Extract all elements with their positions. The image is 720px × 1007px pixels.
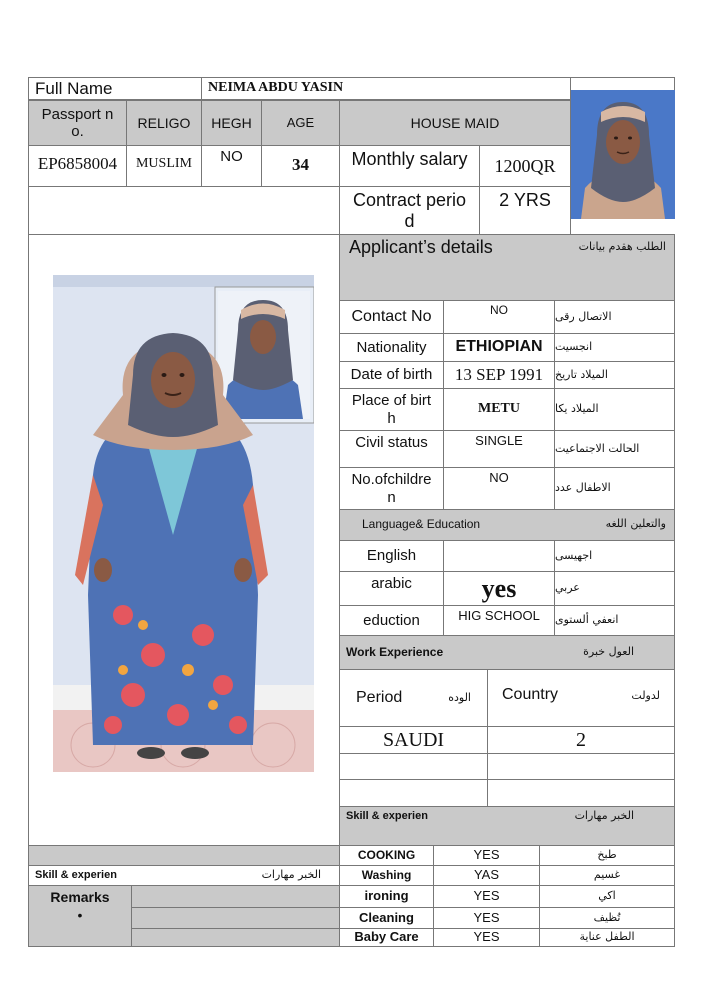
language-title-ar: والتعلين اللغه xyxy=(605,517,666,530)
arabic-value: yes xyxy=(443,571,555,606)
applicant-title-ar: الطلب هقدم بيانات xyxy=(578,240,666,253)
nationality-value: ETHIOPIAN xyxy=(443,333,555,362)
skills-header xyxy=(339,806,675,846)
remarks-cell xyxy=(28,885,132,947)
work-period-value: 2 xyxy=(487,726,675,754)
position-label: HOUSE MAID xyxy=(339,100,571,146)
contract-value: 2 YRS xyxy=(479,186,571,235)
dob-ar: الميلاد تاريخ xyxy=(554,361,675,389)
remarks-line xyxy=(131,907,340,929)
contract-label: Contract perio d xyxy=(339,186,480,235)
period-label: Period xyxy=(356,688,403,706)
work-empty-cell xyxy=(487,753,675,780)
children-ar: الاطفال عدد xyxy=(554,467,675,510)
age-value: 34 xyxy=(261,145,340,187)
skill-cooking-label: COOKING xyxy=(339,845,434,866)
civil-status-ar: الحالت الاجتماعيت xyxy=(554,430,675,468)
education-ar: انعفي ألستوى xyxy=(554,605,675,636)
skill-ironing-label: ironing xyxy=(339,885,434,908)
skills-title-ar: الخبر مهارات xyxy=(574,809,634,822)
nationality-ar: انجسيت xyxy=(554,333,675,362)
skill-cooking-ar: طبخ xyxy=(539,845,675,866)
contact-label: Contact No xyxy=(339,300,444,334)
birthplace-value: METU xyxy=(443,388,555,431)
country-header xyxy=(487,669,675,727)
height-value: NO xyxy=(201,145,262,187)
skill-washing-value: YAS xyxy=(433,865,540,886)
skill-washing-ar: غسيم xyxy=(539,865,675,886)
skill-cleaning-ar: تُظيف xyxy=(539,907,675,929)
children-value: NO xyxy=(443,467,555,510)
religion-label: RELIGO xyxy=(126,100,202,146)
skill-babycare-ar: الطفل عناية xyxy=(539,928,675,947)
height-label: HEGH xyxy=(201,100,262,146)
skill-cleaning-value: YES xyxy=(433,907,540,929)
full-name-label: Full Name xyxy=(28,77,202,100)
monthly-salary-label: Monthly salary xyxy=(339,145,480,187)
work-empty-cell xyxy=(487,779,675,807)
period-header xyxy=(339,669,488,727)
work-header xyxy=(339,635,675,670)
remarks-line xyxy=(131,928,340,947)
work-empty-cell xyxy=(339,753,488,780)
arabic-ar: عربي xyxy=(554,571,675,606)
education-label: eduction xyxy=(339,605,444,636)
english-value xyxy=(443,540,555,572)
dob-value: 13 SEP 1991 xyxy=(443,361,555,389)
passport-label: Passport n o. xyxy=(28,100,127,146)
language-header xyxy=(339,509,675,541)
full-name-value: NEIMA ABDU YASIN xyxy=(201,77,571,100)
remarks-bullet: • xyxy=(77,907,83,924)
skill-cooking-value: YES xyxy=(433,845,540,866)
remarks-label: Remarks xyxy=(50,889,110,905)
left-skills-header xyxy=(28,865,340,886)
country-ar: لدولت xyxy=(631,689,660,702)
skill-cleaning-label: Cleaning xyxy=(339,907,434,929)
english-label: English xyxy=(339,540,444,572)
remarks-line xyxy=(131,885,340,908)
period-ar: الوده xyxy=(448,691,471,704)
civil-status-label: Civil status xyxy=(339,430,444,468)
english-ar: اجهيسى xyxy=(554,540,675,572)
birthplace-label: Place of birt h xyxy=(339,388,444,431)
education-value: HIG SCHOOL xyxy=(443,605,555,636)
birthplace-ar: الميلاد يكا xyxy=(554,388,675,431)
left-grey-bar xyxy=(28,845,340,866)
passport-value: EP6858004 xyxy=(28,145,127,187)
applicant-header xyxy=(339,234,675,301)
contact-ar: الاتصال رقى xyxy=(554,300,675,334)
full-body-photo xyxy=(53,275,314,772)
skill-ironing-value: YES xyxy=(433,885,540,908)
dob-label: Date of birth xyxy=(339,361,444,389)
left-skills-title: Skill & experien xyxy=(35,869,117,882)
skill-ironing-ar: اكي xyxy=(539,885,675,908)
skill-washing-label: Washing xyxy=(339,865,434,886)
language-title: Language& Education xyxy=(362,517,481,532)
religion-value: MUSLIM xyxy=(126,145,202,187)
age-label: AGE xyxy=(261,100,340,146)
nationality-label: Nationality xyxy=(339,333,444,362)
work-title-ar: العول خبرة xyxy=(583,645,634,658)
work-title: Work Experience xyxy=(346,644,444,659)
left-skills-title-ar: الخبر مهارات xyxy=(261,868,321,881)
work-empty-cell xyxy=(339,779,488,807)
arabic-label: arabic xyxy=(339,571,444,606)
civil-status-value: SINGLE xyxy=(443,430,555,468)
country-label: Country xyxy=(502,686,559,703)
header-corner-cell xyxy=(570,77,675,91)
monthly-salary-value: 1200QR xyxy=(479,145,571,187)
skills-title: Skill & experien xyxy=(346,810,428,822)
children-label: No.ofchildre n xyxy=(339,467,444,510)
work-country-value: SAUDI xyxy=(339,726,488,754)
blank-header-cell xyxy=(28,186,340,235)
passport-photo xyxy=(571,90,675,219)
skill-babycare-value: YES xyxy=(433,928,540,947)
contact-value: NO xyxy=(443,300,555,334)
applicant-title: Applicant’s details xyxy=(349,237,493,257)
skill-babycare-label: Baby Care xyxy=(339,928,434,947)
